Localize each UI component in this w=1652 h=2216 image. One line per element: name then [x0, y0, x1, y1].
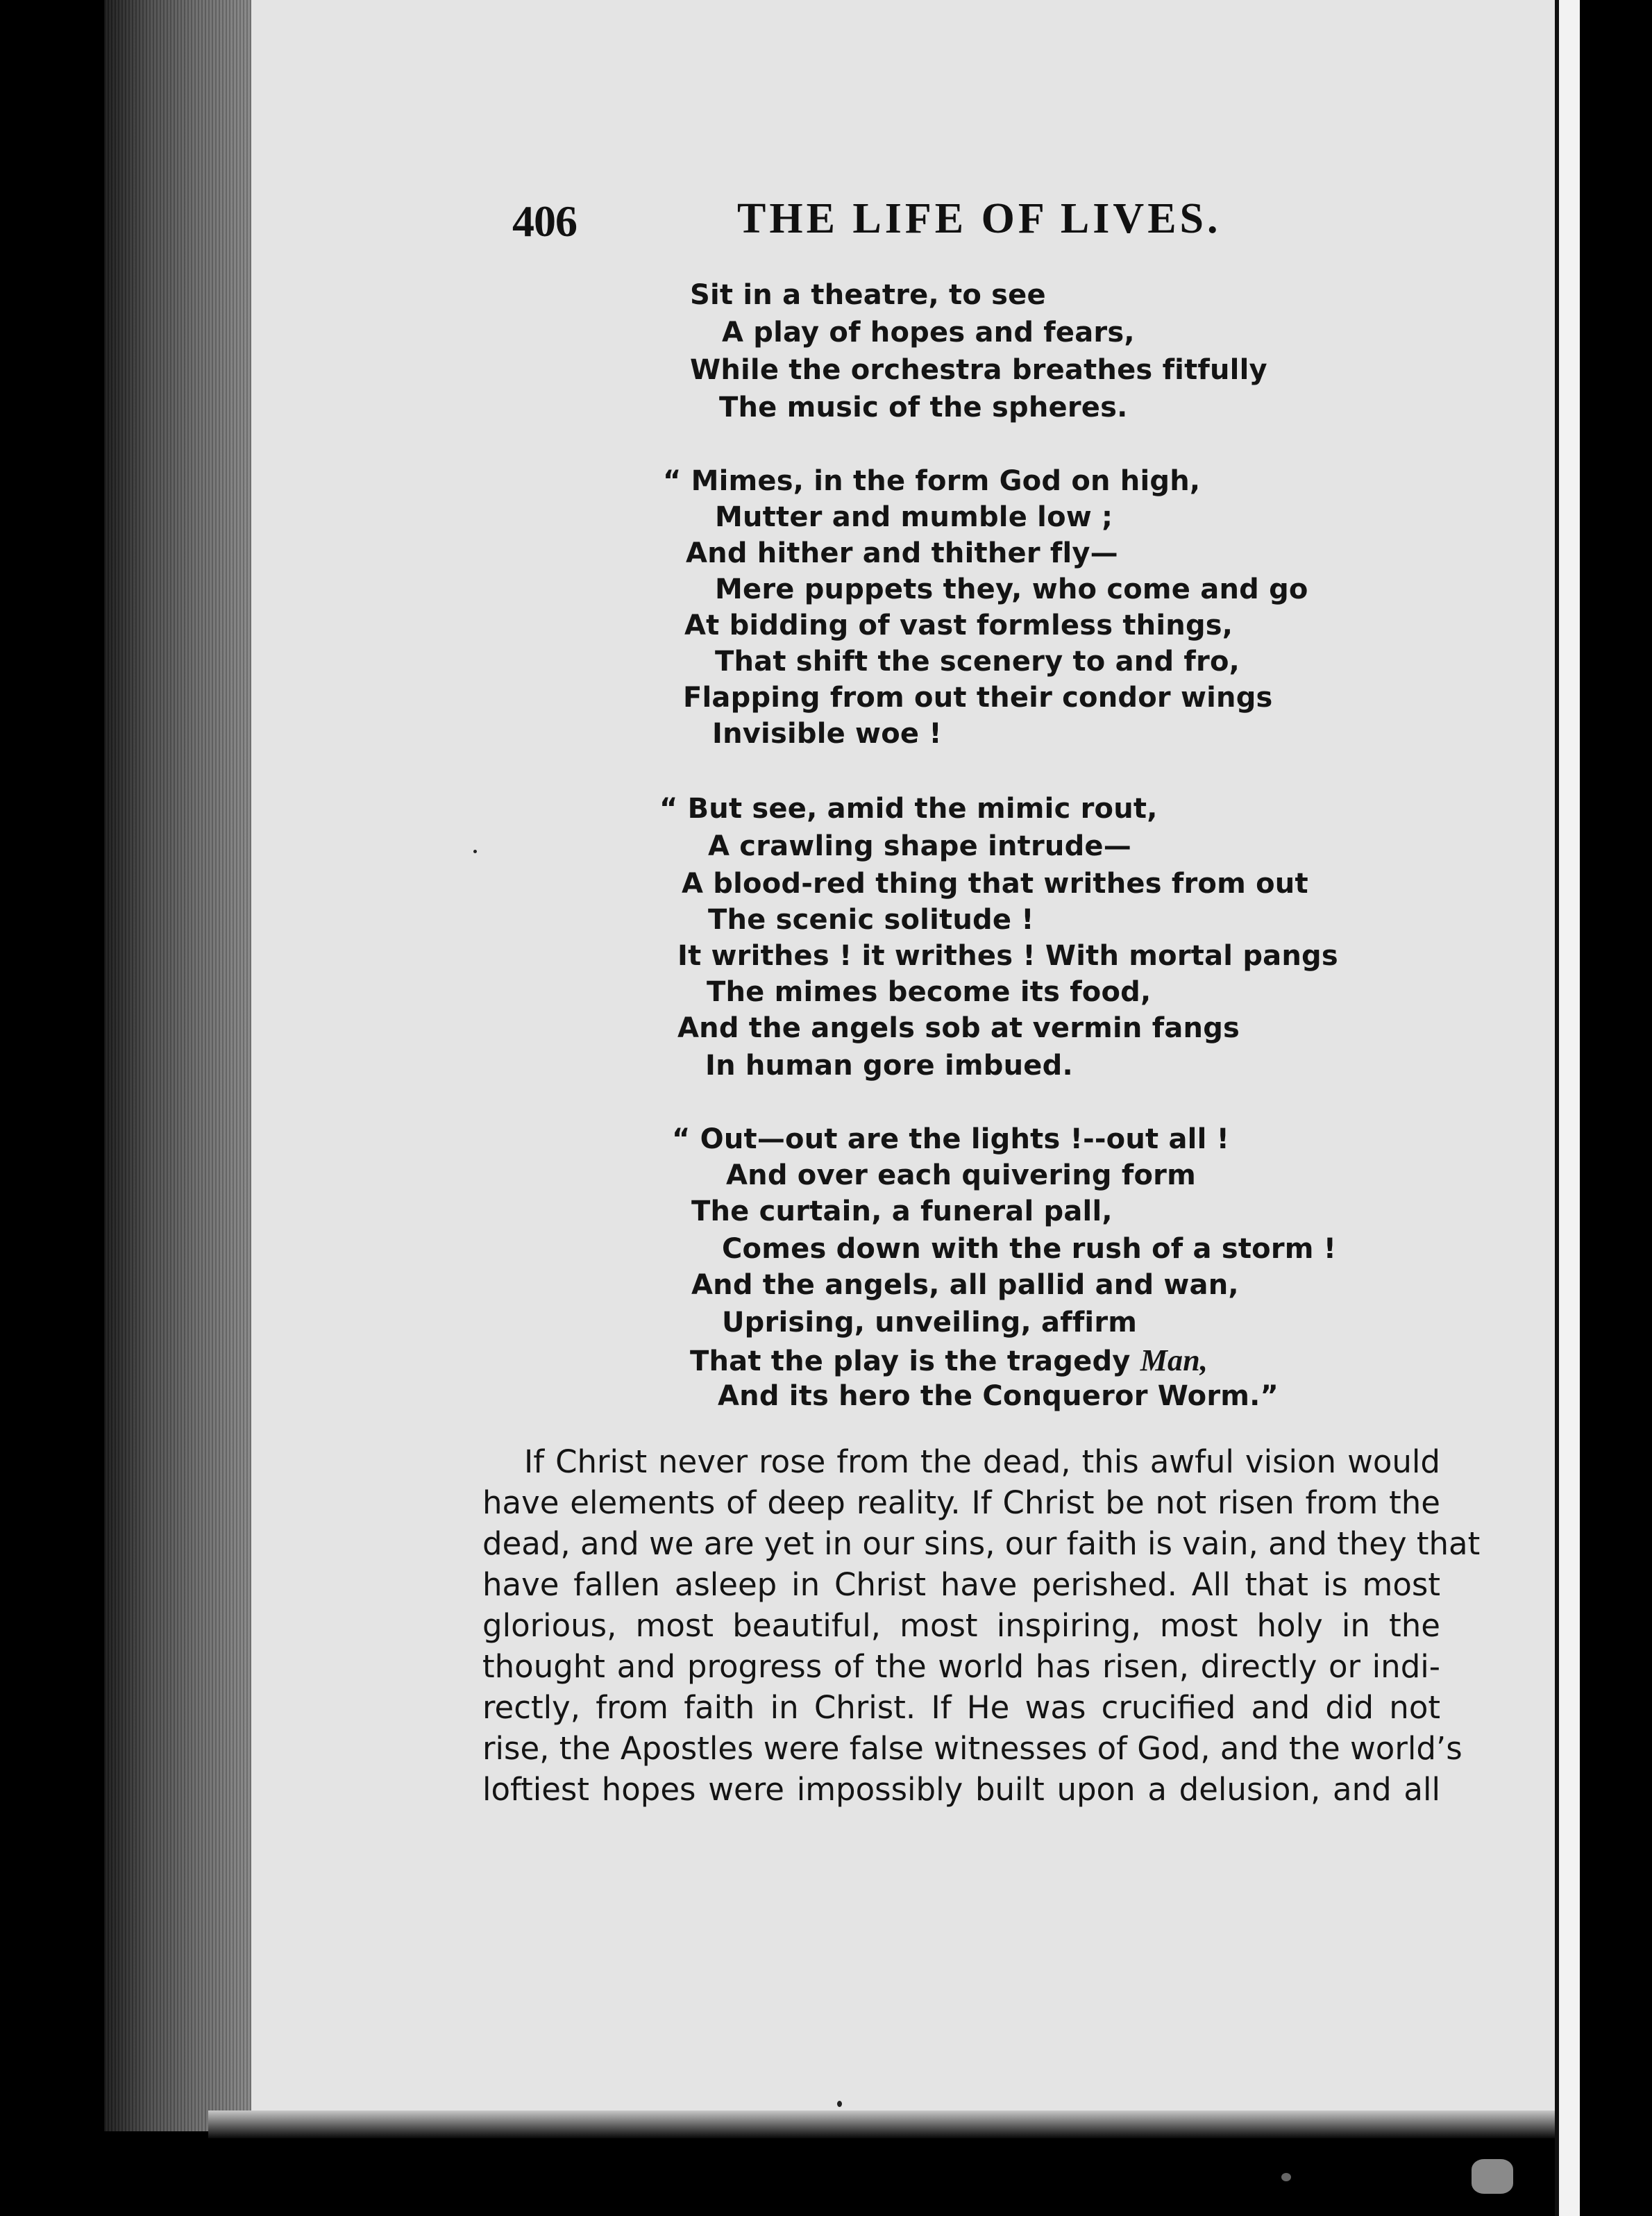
- poem-line: And its hero the Conqueror Worm.”: [718, 1380, 1279, 1412]
- poem-line: Invisible woe !: [712, 718, 942, 750]
- poem-line: A play of hopes and fears,: [722, 317, 1135, 349]
- page-number: 406: [512, 196, 577, 246]
- poem-line: “ Out—out are the lights !--out all !: [672, 1123, 1230, 1155]
- paragraph-line: have elements of deep reality. If Christ be not risen from the: [482, 1484, 1440, 1521]
- italic-word: Man,: [1140, 1343, 1208, 1377]
- poem-line: It writhes ! it writhes ! With mortal pangs: [677, 940, 1338, 972]
- poem-line: “ But see, amid the mimic rout,: [659, 793, 1158, 825]
- poem-line: Uprising, unveiling, affirm: [722, 1307, 1138, 1338]
- poem-line-with-italic: [690, 1343, 1208, 1378]
- poem-line: A crawling shape intrude—: [708, 830, 1131, 862]
- paragraph-line: loftiest hopes were impossibly built upon a delusion, and all: [482, 1771, 1440, 1808]
- paragraph-line: have fallen asleep in Christ have perished. All that is most: [482, 1566, 1440, 1603]
- poem-line: At bidding of vast formless things,: [684, 610, 1233, 641]
- poem-line: And the angels sob at vermin fangs: [677, 1012, 1240, 1044]
- poem-line: Sit in a theatre, to see: [690, 279, 1046, 311]
- scan-speck: [1281, 2173, 1291, 2181]
- poem-line: The scenic solitude !: [708, 904, 1034, 936]
- poem-line: And hither and thither fly—: [686, 537, 1118, 569]
- poem-line: The curtain, a funeral pall,: [691, 1195, 1113, 1227]
- next-page-edge: [1559, 0, 1580, 2216]
- paragraph-line: rectly, from faith in Christ. If He was crucified and did not: [482, 1689, 1440, 1726]
- paragraph-line: If Christ never rose from the dead, this awful vision would: [524, 1443, 1440, 1480]
- scan-speck: [473, 850, 477, 853]
- poem-line: “ Mimes, in the form God on high,: [663, 465, 1201, 497]
- poem-line: Flapping from out their condor wings: [683, 682, 1273, 714]
- poem-line: And the angels, all pallid and wan,: [691, 1269, 1239, 1301]
- poem-line: That shift the scenery to and fro,: [715, 646, 1240, 678]
- paragraph-line: glorious, most beautiful, most inspiring, most holy in the: [482, 1607, 1440, 1644]
- poem-line: Comes down with the rush of a storm !: [722, 1233, 1337, 1265]
- paragraph-line: thought and progress of the world has risen, directly or indi-: [482, 1648, 1440, 1685]
- poem-line: While the orchestra breathes fitfully: [690, 354, 1267, 386]
- body-paragraph: [482, 1441, 1481, 1810]
- gutter-texture: [104, 0, 257, 2131]
- poem-line: In human gore imbued.: [705, 1050, 1073, 1082]
- poem-line: Mutter and mumble low ;: [715, 501, 1113, 533]
- poem-line: Mere puppets they, who come and go: [715, 573, 1308, 605]
- poem-line-text: That the play is the tragedy: [690, 1345, 1131, 1377]
- poem-line: The music of the spheres.: [719, 392, 1128, 423]
- poem-line: And over each quivering form: [726, 1159, 1196, 1191]
- poem-line: A blood-red thing that writhes from out: [682, 868, 1308, 900]
- running-title: THE LIFE OF LIVES.: [737, 195, 1222, 242]
- scan-speck: [1472, 2159, 1513, 2194]
- poem-line: The mimes become its food,: [707, 976, 1152, 1008]
- paragraph-line: dead, and we are yet in our sins, our faith is vain, and they that: [482, 1525, 1481, 1562]
- scan-speck: [837, 2101, 842, 2107]
- paragraph-line: rise, the Apostles were false witnesses of God, and the world’s: [482, 1730, 1463, 1767]
- page-bottom-shadow: [208, 2110, 1562, 2138]
